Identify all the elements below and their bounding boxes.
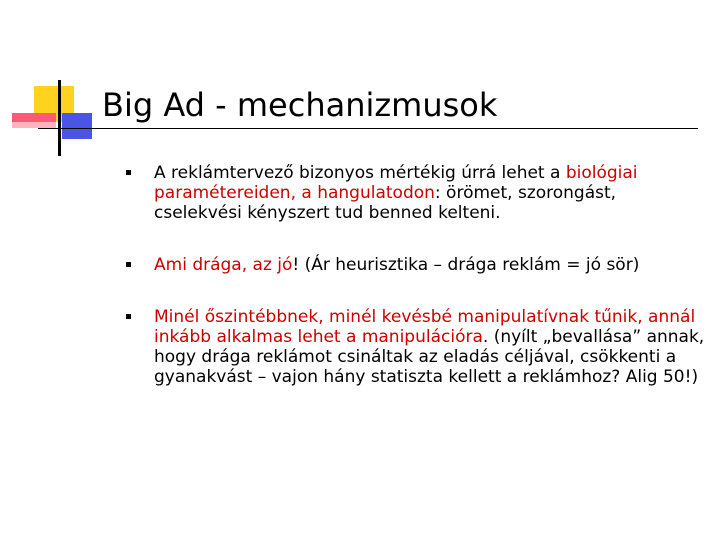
slide-title: Big Ad - mechanizmusok <box>102 86 498 124</box>
bullet-item <box>126 255 706 275</box>
title-divider <box>38 128 698 129</box>
bullet-text-segment: biológiai paramétereiden, a hangulatodon <box>154 163 638 203</box>
bullet-item <box>126 163 706 223</box>
bullet-marker-icon <box>126 314 131 319</box>
bullet-text-segment: A reklámtervező bizonyos mértékig úrrá lehet a <box>154 163 566 183</box>
bullet-item <box>126 307 706 387</box>
logo-red-bar <box>12 113 56 122</box>
slide-logo-decoration <box>0 0 110 170</box>
bullet-marker-icon <box>126 170 131 175</box>
bullet-text-segment: Ami drága, az jó <box>154 255 293 275</box>
bullet-text-segment: Minél őszintébbnek, minél kevésbé manipulatívnak tűnik, annál inkább alkalmas lehet a manipulációra <box>154 307 696 347</box>
bullet-text-segment: : örömet, szorongást, cselekvési kényszert tud benned kelteni. <box>154 183 617 223</box>
logo-vertical-line <box>58 80 61 156</box>
logo-blue-square <box>62 113 92 139</box>
bullet-list <box>126 163 706 387</box>
bullet-text-segment: . (nyílt „bevallása” annak, hogy drága reklámot csináltak az eladás céljával, csökkenti a gyanakvást – vajon hány statiszta kellett a reklámhoz? Alig 50!) <box>154 327 705 387</box>
bullet-text-segment: ! (Ár heurisztika – drága reklám = jó sör) <box>292 255 640 275</box>
bullet-marker-icon <box>126 262 131 267</box>
